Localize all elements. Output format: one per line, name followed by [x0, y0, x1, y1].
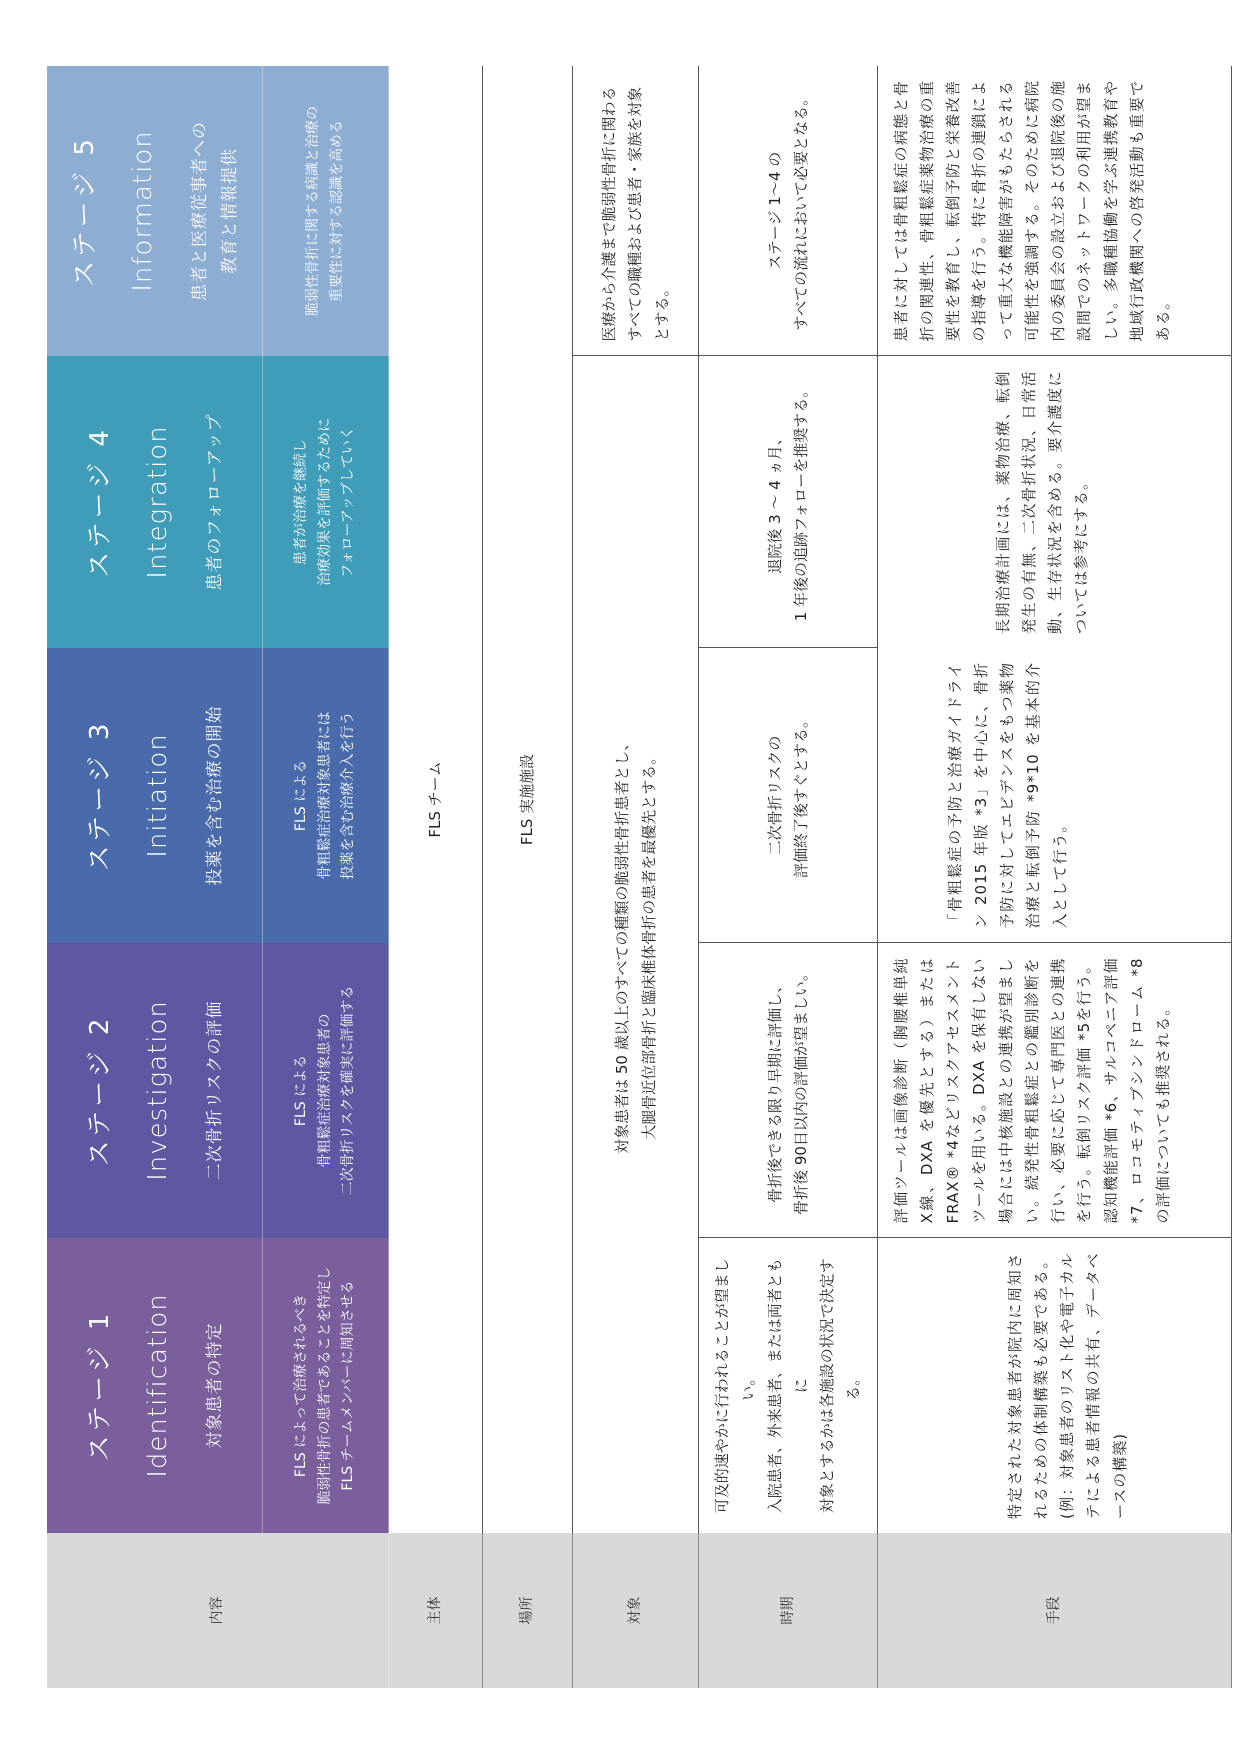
description-line: 投薬を含む治療介入を行う	[340, 711, 357, 880]
stage-english-name: Integration	[142, 425, 173, 579]
timing-line: 入院患者、外来患者、または両者ともに	[765, 1258, 810, 1514]
stage-description	[263, 356, 389, 648]
row-label-target: 対象	[573, 1533, 699, 1688]
stage-subtitle: 対象患者の特定	[205, 1322, 226, 1449]
stage-header	[47, 356, 263, 648]
stage-english-name: Identification	[142, 1293, 173, 1478]
row-label-timing: 時期	[699, 1533, 878, 1688]
method-stage2: 評価ツールは画像診断（胸腰椎単純X線、DXA を優先とする）または FRAX® *4などリスクアセスメントツールを用いる。DXA を保有しない場合には中核施設との連携が望ましい。続発性骨粗鬆症との鑑別診断を行い、必要に応じて専門医との連携を行う。転倒リスク評価 *5を行う。認知機能評価 *6、サルコペニア評価 *7、ロコモティブシンドローム *8 の評価についても推奨される。	[877, 943, 1231, 1238]
description-line: 脆弱性骨折に関する病識と治療の	[304, 106, 321, 316]
place-value: FLS 実施施設	[483, 66, 573, 1533]
agent-row	[389, 66, 483, 1688]
agent-value: FLS チーム	[389, 66, 483, 1533]
stage-header	[47, 648, 263, 943]
target-stage5: 医療から介護まで脆弱性骨折に関わるすべての職種および患者・家族を対象とする。	[573, 66, 699, 356]
stage-description	[263, 66, 389, 356]
description-line: 骨粗鬆症治療対象患者には	[316, 711, 333, 880]
description-line: FLS によって治療されるべき	[292, 1293, 309, 1478]
timing-stage2	[699, 943, 878, 1238]
description-line: FLS チームメンバーに周知させる	[340, 1280, 357, 1491]
stage-header	[47, 943, 263, 1238]
stage-title: ステージ 1	[85, 1309, 116, 1462]
stage-title: ステージ 3	[85, 719, 116, 872]
stage-english-name: Information	[127, 130, 158, 292]
timing-line: 1 年後の追跡フォローを推奨する。	[791, 382, 810, 622]
timing-line: ステージ 1～4 の	[765, 151, 784, 270]
description-line: フォローアップしていく	[340, 426, 357, 578]
stage-header	[47, 1238, 263, 1533]
stage-description-row	[263, 66, 389, 1688]
stage-english-name: Initiation	[142, 733, 173, 858]
stage-subtitle: 患者のフォローアップ	[205, 413, 226, 591]
place-row	[483, 66, 573, 1688]
target-main	[573, 356, 699, 1533]
stage-description	[263, 1238, 389, 1533]
timing-line: 対象とするかは各施設の状況で決定する。	[818, 1258, 863, 1514]
row-label-content: 内容	[47, 1533, 389, 1688]
stage-header-row	[47, 66, 263, 1688]
stage-title: ステージ 4	[85, 426, 116, 578]
timing-row	[699, 66, 878, 1688]
stage-subtitle: 患者と医療従事者への 教育と情報提供	[190, 121, 240, 301]
description-line: FLS による	[292, 759, 309, 832]
description-line: 二次骨折リスクを確実に評価する	[340, 985, 357, 1196]
fls-stage-table	[46, 66, 1232, 1688]
row-label-place: 場所	[483, 1533, 573, 1688]
row-label-agent: 主体	[389, 1533, 483, 1688]
timing-stage4	[699, 356, 878, 648]
description-line: FLS による	[292, 1054, 309, 1127]
stage-english-name: Investigation	[142, 1000, 173, 1181]
timing-line: すべての流れにおいて必要となる。	[791, 90, 810, 331]
target-line: 対象患者は 50 歳以上のすべての種類の脆弱性骨折患者とし、	[613, 735, 632, 1154]
stage-title: ステージ 5	[70, 135, 101, 287]
description-line: 脆弱性骨折の患者であることを特定し	[316, 1266, 333, 1505]
timing-stage5	[699, 66, 878, 356]
stage-header	[47, 66, 263, 356]
stage-description	[263, 943, 389, 1238]
timing-stage1	[699, 1238, 878, 1533]
description-line: 重要性に対する認識を高める	[328, 120, 345, 302]
method-stage3: 「骨粗鬆症の予防と治療ガイドライン 2015 年版 *3」を中心に、骨折予防に対してエビデンスをもつ薬物治療と転倒予防 *9*10 を基本的介入として行う。	[877, 648, 1231, 943]
target-line: 大腿骨近位部骨折と臨床椎体骨折の患者を最優先とする。	[639, 749, 658, 1140]
stage-title: ステージ 2	[85, 1014, 116, 1167]
method-stage1: 特定された対象患者が院内に周知されるための体制構築も必要である。(例：対象患者のリスト化や電子カルテによる患者情報の共有、データベースの構築)	[877, 1238, 1231, 1533]
row-label-method: 手段	[877, 1533, 1231, 1688]
timing-line: 二次骨折リスクの	[765, 735, 784, 856]
target-row	[573, 66, 699, 1688]
stage-subtitle: 二次骨折リスクの評価	[205, 1000, 226, 1181]
method-stage4: 長期治療計画には、薬物治療、転倒発生の有無、二次骨折状況、日常活動、生存状況を含める。要介護度については参考にする。	[877, 356, 1231, 648]
method-row	[877, 66, 1231, 1688]
stage-subtitle: 投薬を含む治療の開始	[205, 705, 226, 886]
description-line: 患者が治療を継続し	[292, 439, 309, 565]
timing-line: 可及的速やかに行われることが望ましい。	[713, 1258, 758, 1514]
timing-line: 評価終了後すぐとする。	[791, 713, 810, 879]
timing-line: 骨折後できる限り早期に評価し、	[765, 978, 784, 1204]
description-line: 骨粗鬆症治療対象患者の	[316, 1013, 333, 1168]
timing-line: 骨折後 90日以内の評価が望ましい。	[791, 966, 810, 1215]
method-stage5: 患者に対しては骨粗鬆症の病態と骨折の関連性、骨粗鬆症薬物治療の重要性を教育し、転倒予防と栄養改善の指導を行う。特に骨折の連鎖によって重大な機能障害がもたらされる可能性を強調する。そのために病院内の委員会の設立および退院後の施設間でのネットワークの利用が望ましい。多職種協働を学ぶ連携教育や地域行政機関への啓発活動も重要である。	[877, 66, 1231, 356]
timing-stage3	[699, 648, 878, 943]
description-line: 治療効果を評価するために	[316, 418, 333, 586]
stage-description	[263, 648, 389, 943]
timing-line: 退院後 3 ～ 4 ヵ月、	[765, 430, 784, 574]
